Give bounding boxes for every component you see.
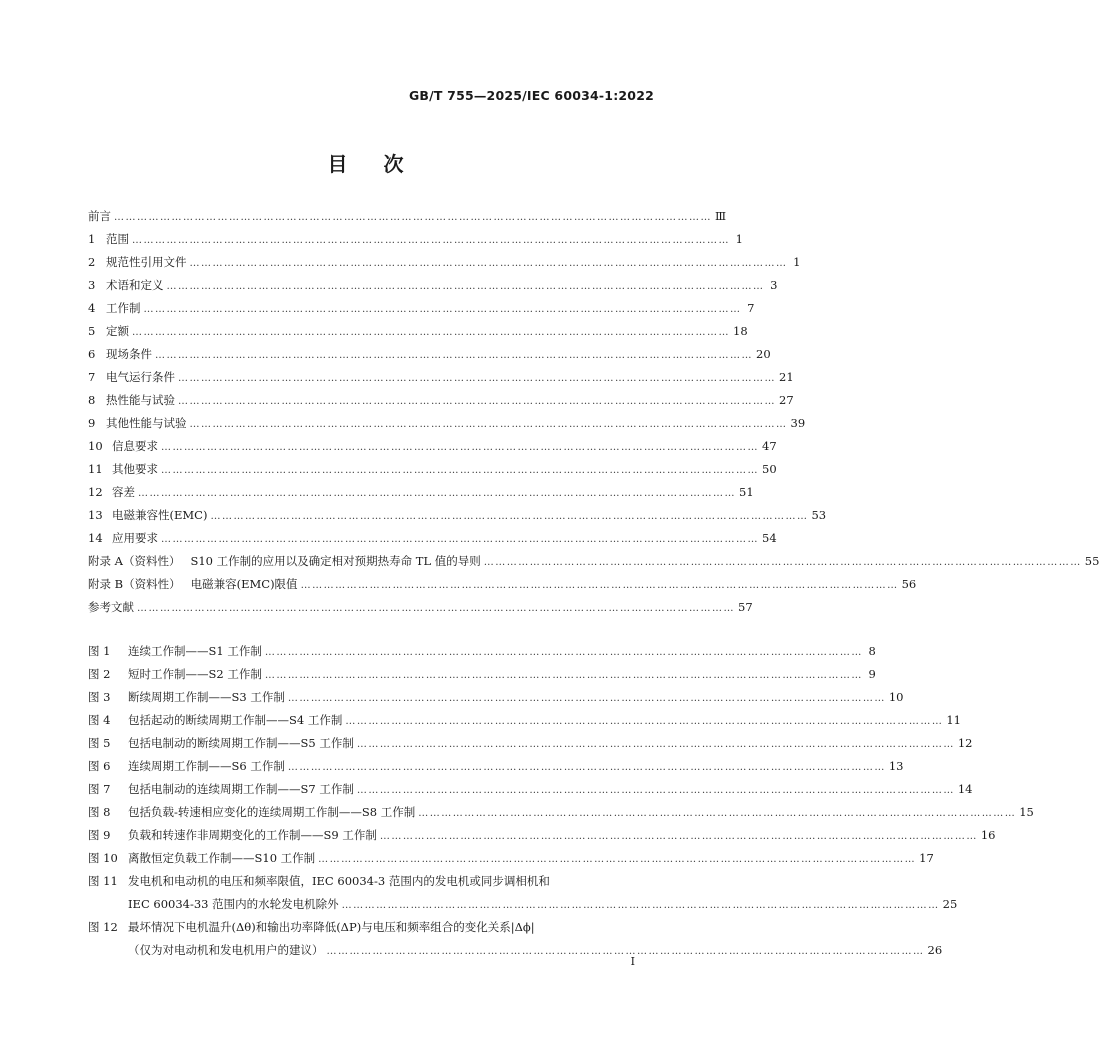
toc-entry-11[interactable] <box>88 459 777 479</box>
toc-entry-text: 术语和定义 <box>106 278 164 292</box>
figure-entry-9[interactable] <box>88 825 996 845</box>
figure-entry-num: 图 8 <box>88 805 111 819</box>
toc-entry-text: 前言 <box>88 209 111 223</box>
toc-entry-num: 附录 B（资料性） <box>88 577 181 591</box>
figure-entry-7[interactable] <box>88 779 973 799</box>
figure-entry-2[interactable] <box>88 664 876 684</box>
leader-dots: ………………………………………………………………………………………………………………………………………… <box>379 831 978 842</box>
toc-entry-num: 6 <box>88 347 96 361</box>
leader-dots: ………………………………………………………………………………………………………………………………………… <box>210 511 809 522</box>
toc-entry-num: 5 <box>88 324 96 338</box>
figure-entry-num: 图 5 <box>88 736 111 750</box>
figure-entry-page: 25 <box>942 897 958 911</box>
figure-entry-6[interactable] <box>88 756 904 776</box>
figure-entry-num: 图 11 <box>88 874 118 888</box>
figure-entry-10[interactable] <box>88 848 934 868</box>
leader-dots: ………………………………………………………………………………………………………………………………………… <box>132 327 730 338</box>
toc-entry-page: 7 <box>747 301 755 315</box>
toc-entry-8[interactable] <box>88 390 794 410</box>
toc-entry-1[interactable] <box>88 229 743 249</box>
figure-entry-page: 10 <box>888 690 904 704</box>
leader-dots: ………………………………………………………………………………………………………………………………………… <box>264 647 863 658</box>
toc-entry-num: 4 <box>88 301 96 315</box>
toc-entry-13[interactable] <box>88 505 827 525</box>
leader-dots: ………………………………………………………………………………………………………………………………………… <box>318 854 917 865</box>
toc-entry-num: 12 <box>88 485 103 499</box>
leader-dots: ………………………………………………………………………………………………………………………………………… <box>166 281 765 292</box>
figure-entry-12[interactable] <box>88 917 655 937</box>
leader-dots: ………………………………………………………………………………………………………………………………………… <box>483 557 1082 568</box>
toc-entry-foreword[interactable] <box>88 206 727 226</box>
toc-entry-text: 其他性能与试验 <box>106 416 187 430</box>
figure-entry-11-continued[interactable] <box>128 894 958 914</box>
figure-entry-page: 16 <box>980 828 996 842</box>
toc-entry-text: 电磁兼容性(EMC) <box>112 508 208 522</box>
toc-entry-text: 其他要求 <box>112 462 158 476</box>
figure-entry-num: 图 3 <box>88 690 111 704</box>
toc-entry-10[interactable] <box>88 436 777 456</box>
toc-entry-text: 电磁兼容(EMC)限值 <box>190 577 298 591</box>
toc-entry-page: 39 <box>790 416 806 430</box>
toc-entry-num: 8 <box>88 393 96 407</box>
toc-entry-num: 14 <box>88 531 103 545</box>
toc-entry-page: 1 <box>735 232 743 246</box>
toc-entry-7[interactable] <box>88 367 794 387</box>
leader-dots: ………………………………………………………………………………………………………………………………………… <box>287 693 886 704</box>
toc-entry-page: 20 <box>756 347 771 361</box>
toc-entry-annex-b[interactable] <box>88 574 917 594</box>
figure-entry-text: 包括电制动的连续周期工作制——S7 工作制 <box>128 782 354 796</box>
toc-entry-num: 1 <box>88 232 96 246</box>
toc-entry-num: 9 <box>88 416 96 430</box>
figure-entry-page: 15 <box>1019 805 1034 819</box>
toc-entry-page: 53 <box>811 508 827 522</box>
figure-entry-num: 图 2 <box>88 667 111 681</box>
toc-entry-text: 范围 <box>106 232 129 246</box>
toc-entry-page: 55 <box>1084 554 1099 568</box>
figure-entry-text: 离散恒定负载工作制——S10 工作制 <box>128 851 316 865</box>
toc-entry-text: 电气运行条件 <box>106 370 175 384</box>
figure-entry-4[interactable] <box>88 710 961 730</box>
toc-entry-num: 3 <box>88 278 96 292</box>
toc-entry-page: 56 <box>901 577 917 591</box>
figure-entry-text: （仅为对电动机和发电机用户的建议） <box>128 943 324 957</box>
toc-entry-text: 热性能与试验 <box>106 393 175 407</box>
leader-dots: ………………………………………………………………………………………………………………………………………… <box>418 808 1017 819</box>
title-char-2: 次 <box>383 152 406 176</box>
toc-entry-page: 3 <box>770 278 778 292</box>
figure-entry-text: 断续周期工作制——S3 工作制 <box>128 690 285 704</box>
toc-entry-num: 10 <box>88 439 103 453</box>
leader-dots: ………………………………………………………………………………………………………………………………………… <box>189 258 788 269</box>
figure-entry-num: 图 12 <box>88 920 118 934</box>
figure-entry-page: 8 <box>868 644 876 658</box>
leader-dots: ………………………………………………………………………………………………………………………………………… <box>300 580 899 591</box>
figure-entry-text: 包括电制动的断续周期工作制——S5 工作制 <box>128 736 354 750</box>
figure-entry-num: 图 10 <box>88 851 118 865</box>
toc-entry-page: 1 <box>793 255 801 269</box>
toc-entry-2[interactable] <box>88 252 801 272</box>
figure-entry-text: 连续周期工作制——S6 工作制 <box>128 759 285 773</box>
leader-dots: ………………………………………………………………………………………………………………………………………… <box>287 762 886 773</box>
toc-entry-page: 21 <box>779 370 794 384</box>
toc-entry-text: 应用要求 <box>112 531 158 545</box>
toc-entry-text: S10 工作制的应用以及确定相对预期热寿命 TL 值的导则 <box>190 554 481 568</box>
leader-dots: ………………………………………………………………………………………………………………………………………… <box>356 739 955 750</box>
toc-entry-6[interactable] <box>88 344 771 364</box>
figure-entry-12-continued[interactable] <box>128 940 943 960</box>
leader-dots: ………………………………………………………………………………………………………………………………………… <box>345 716 944 727</box>
toc-entry-page: Ⅲ <box>715 209 727 223</box>
toc-title <box>0 148 733 177</box>
toc-entry-page: 47 <box>762 439 777 453</box>
leader-dots: ………………………………………………………………………………………………………………………………………… <box>143 304 742 315</box>
figure-entry-11[interactable] <box>88 871 655 891</box>
leader-dots: ………………………………………………………………………………………………………………………………………… <box>161 465 759 476</box>
toc-entry-text: 现场条件 <box>106 347 152 361</box>
figure-entry-3[interactable] <box>88 687 904 707</box>
toc-entry-num: 13 <box>88 508 103 522</box>
leader-dots: ………………………………………………………………………………………………………………………………………… <box>137 603 735 614</box>
standard-code: GB/T 755—2025/IEC 60034-1:2022 <box>408 88 654 103</box>
leader-dots: ………………………………………………………………………………………………………………………………………… <box>155 350 753 361</box>
toc-entry-text: 信息要求 <box>112 439 158 453</box>
figure-entry-8[interactable] <box>88 802 1034 822</box>
figure-entry-text: 包括起动的断续周期工作制——S4 工作制 <box>128 713 343 727</box>
leader-dots: ………………………………………………………………………………………………………………………………………… <box>178 396 776 407</box>
figure-entry-page: 11 <box>946 713 961 727</box>
figure-entry-5[interactable] <box>88 733 973 753</box>
toc-entry-page: 27 <box>779 393 794 407</box>
figure-entry-num: 图 7 <box>88 782 111 796</box>
toc-entry-9[interactable] <box>88 413 806 433</box>
toc-entry-3[interactable] <box>88 275 778 295</box>
figure-entry-num: 图 6 <box>88 759 111 773</box>
toc-entry-page: 54 <box>762 531 777 545</box>
toc-entry-num: 11 <box>88 462 103 476</box>
leader-dots: ………………………………………………………………………………………………………………………………………… <box>161 442 759 453</box>
toc-entry-text: 容差 <box>112 485 135 499</box>
leader-dots: ………………………………………………………………………………………………………………………………………… <box>114 212 712 223</box>
toc-entry-page: 51 <box>739 485 754 499</box>
toc-entry-page: 18 <box>733 324 748 338</box>
toc-entry-5[interactable] <box>88 321 748 341</box>
leader-dots: ………………………………………………………………………………………………………………………………………… <box>189 419 788 430</box>
leader-dots: ………………………………………………………………………………………………………………………………………… <box>356 785 955 796</box>
leader-dots: ………………………………………………………………………………………………………………………………………… <box>161 534 759 545</box>
figure-entry-page: 26 <box>927 943 943 957</box>
toc-entry-num: 2 <box>88 255 96 269</box>
figure-entry-text: 负载和转速作非周期变化的工作制——S9 工作制 <box>128 828 377 842</box>
leader-dots: ………………………………………………………………………………………………………………………………………… <box>326 946 925 957</box>
page-number: I <box>630 955 635 968</box>
toc-entry-num: 附录 A（资料性） <box>88 554 181 568</box>
figure-entry-text: 最坏情况下电机温升(Δθ)和输出功率降低(ΔP)与电压和频率组合的变化关系|Δϕ| <box>128 920 535 934</box>
figure-entry-num: 图 1 <box>88 644 111 658</box>
figure-entry-text: 连续工作制——S1 工作制 <box>128 644 262 658</box>
figure-entry-num: 图 9 <box>88 828 111 842</box>
figure-entry-page: 12 <box>957 736 973 750</box>
leader-dots: ………………………………………………………………………………………………………………………………………… <box>341 900 940 911</box>
figure-entry-text: IEC 60034-33 范围内的水轮发电机除外 <box>128 897 339 911</box>
toc-entry-bibliography[interactable] <box>88 597 753 617</box>
toc-entry-text: 工作制 <box>106 301 141 315</box>
figure-entry-page: 17 <box>919 851 934 865</box>
title-char-1: 目 <box>327 152 350 176</box>
toc-entry-text: 定额 <box>106 324 129 338</box>
figure-entry-num: 图 4 <box>88 713 111 727</box>
toc-entry-num: 7 <box>88 370 96 384</box>
figure-entry-page: 14 <box>957 782 973 796</box>
leader-dots: ………………………………………………………………………………………………………………………………………… <box>138 488 736 499</box>
figure-entry-text: 发电机和电动机的电压和频率限值，IEC 60034-3 范围内的发电机或同步调相机和 <box>128 874 550 888</box>
toc-entry-text: 参考文献 <box>88 600 134 614</box>
leader-dots: ………………………………………………………………………………………………………………………………………… <box>178 373 776 384</box>
figure-entry-page: 9 <box>868 667 876 681</box>
toc-entry-page: 50 <box>762 462 777 476</box>
toc-entry-page: 57 <box>738 600 753 614</box>
toc-entry-text: 规范性引用文件 <box>106 255 187 269</box>
figure-entry-page: 13 <box>888 759 904 773</box>
toc-entry-annex-a[interactable] <box>88 551 1099 571</box>
figure-entry-text: 包括负载-转速相应变化的连续周期工作制——S8 工作制 <box>128 805 416 819</box>
leader-dots: ………………………………………………………………………………………………………………………………………… <box>132 235 730 246</box>
figure-entry-text: 短时工作制——S2 工作制 <box>128 667 262 681</box>
toc-entry-12[interactable] <box>88 482 754 502</box>
figure-entry-1[interactable] <box>88 641 876 661</box>
toc-entry-14[interactable] <box>88 528 777 548</box>
leader-dots: ………………………………………………………………………………………………………………………………………… <box>264 670 863 681</box>
toc-entry-4[interactable] <box>88 298 755 318</box>
